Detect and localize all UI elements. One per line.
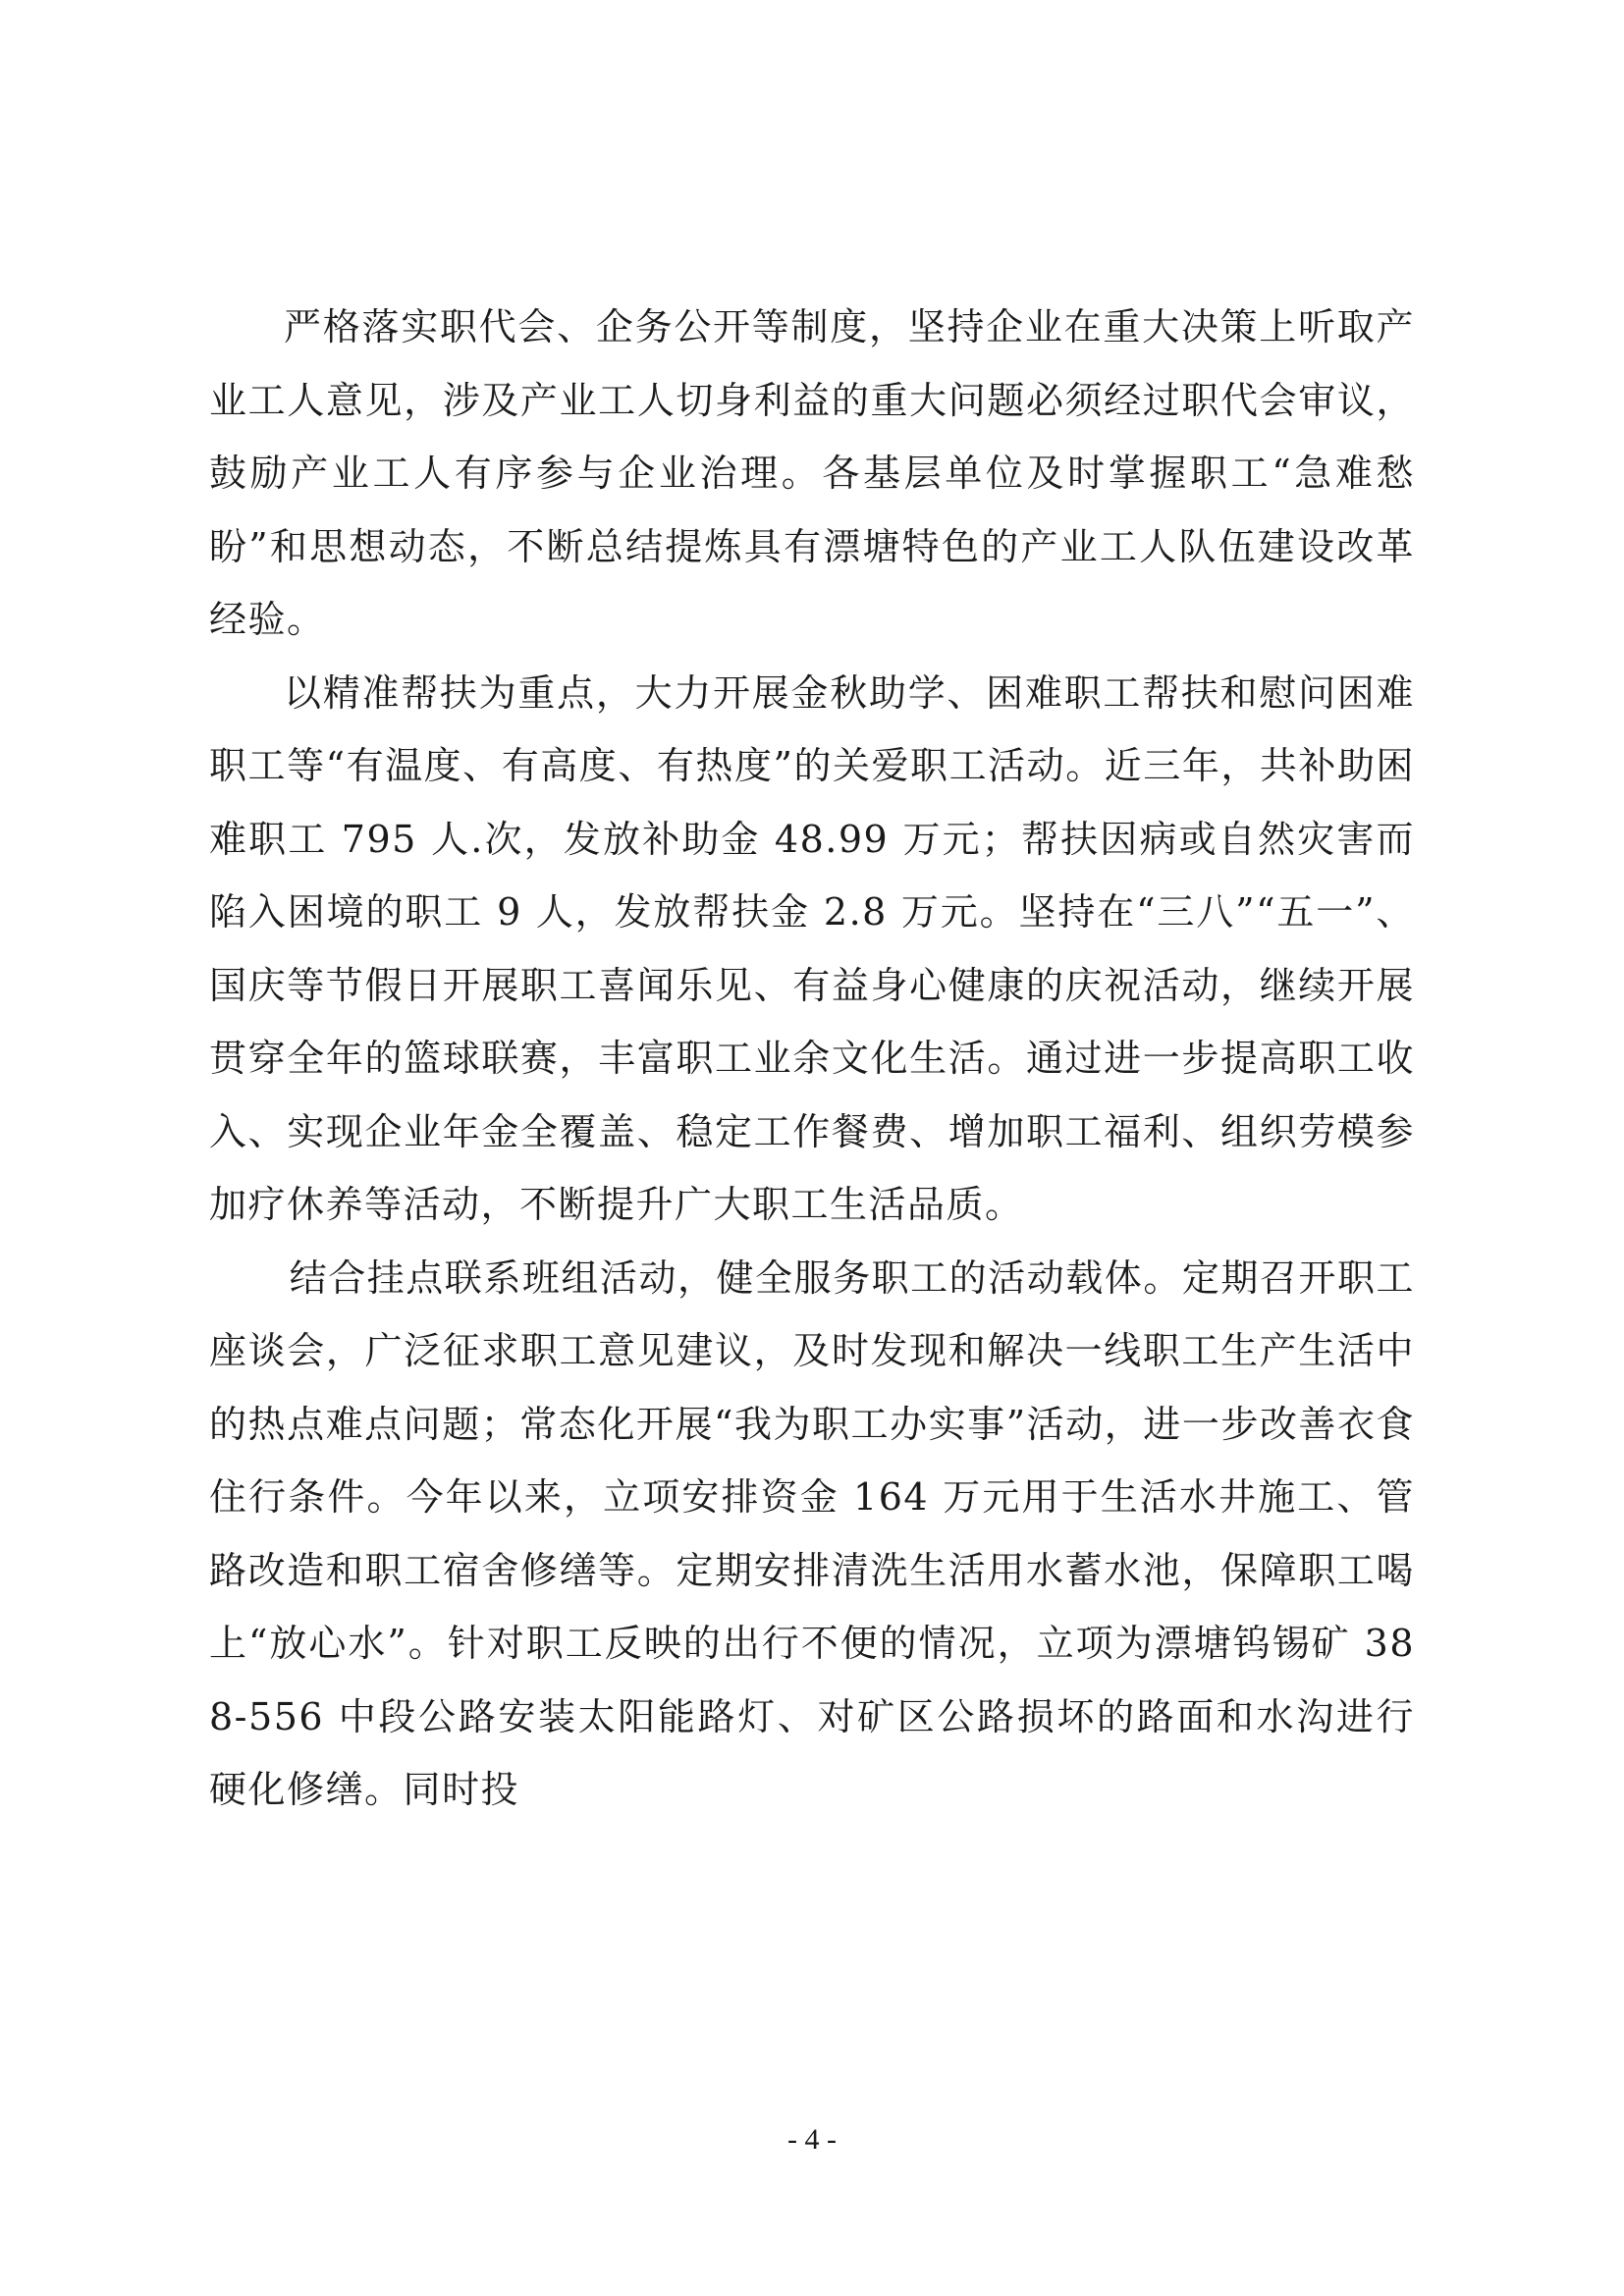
- page-number: - 4 -: [787, 2123, 837, 2156]
- paragraph-service-activities: 结合挂点联系班组活动，健全服务职工的活动载体。定期召开职工座谈会，广泛征求职工意见建议，及时发现和解决一线职工生产生活中的热点难点问题；常态化开展“我为职工办实事”活动，进一步改善衣食住行条件。今年以来，立项安排资金 164 万元用于生活水井施工、管路改造和职工宿舍修缮等。定期安排清洗生活用水蓄水池，保障职工喝上“放心水”。针对职工反映的出行不便的情况，立项为漂塘钨锡矿 388-556 中段公路安装太阳能路灯、对矿区公路损坏的路面和水沟进行硬化修缮。同时投: [209, 1255, 1415, 1811]
- paragraph-democratic-management: 严格落实职代会、企务公开等制度，坚持企业在重大决策上听取产业工人意见，涉及产业工人切身利益的重大问题必须经过职代会审议，鼓励产业工人有序参与企业治理。各基层单位及时掌握职工“急难愁盼”和思想动态，不断总结提炼具有漂塘特色的产业工人队伍建设改革经验。: [209, 305, 1415, 641]
- document-body: [209, 291, 1415, 1827]
- paragraph-precise-assistance: 以精准帮扶为重点，大力开展金秋助学、困难职工帮扶和慰问困难职工等“有温度、有高度、有热度”的关爱职工活动。近三年，共补助困难职工 795 人.次，发放补助金 48.99 万元；帮扶因病或自然灾害而陷入困境的职工 9 人，发放帮扶金 2.8 万元。坚持在“三八”“五一”、国庆等节假日开展职工喜闻乐见、有益身心健康的庆祝活动，继续开展贯穿全年的篮球联赛，丰富职工业余文化生活。通过进一步提高职工收入、实现企业年金全覆盖、稳定工作餐费、增加职工福利、组织劳模参加疗休养等活动，不断提升广大职工生活品质。: [209, 670, 1415, 1226]
